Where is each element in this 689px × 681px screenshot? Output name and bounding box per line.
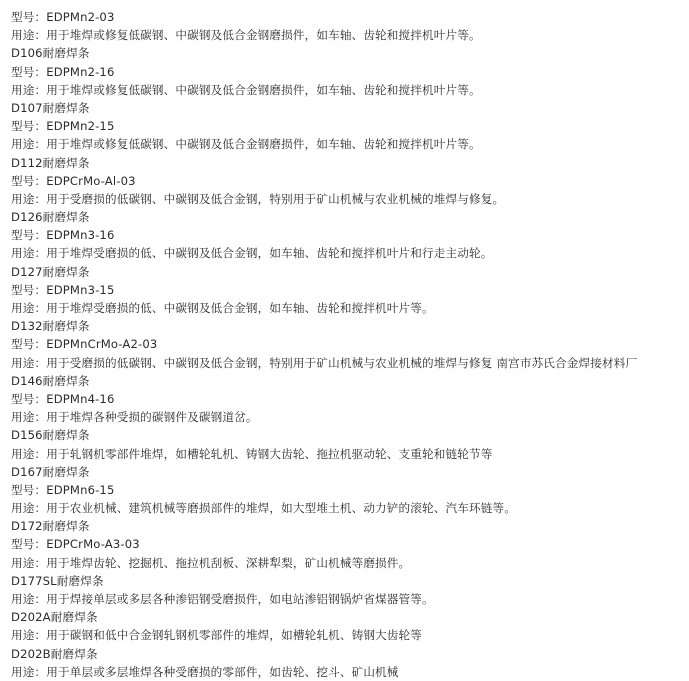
text-line: 用途：用于堆焊或修复低碳钢、中碳钢及低合金钢磨损件，如车轴、齿轮和搅拌机叶片等。 bbox=[11, 82, 481, 97]
text-line: D126耐磨焊条 bbox=[11, 210, 90, 225]
text-line: 用途：用于堆焊齿轮、挖掘机、拖拉机刮板、深耕犁梨，矿山机械等磨损件。 bbox=[11, 555, 411, 570]
text-line: 型号：EDPMn6-15 bbox=[11, 482, 115, 497]
text-line: D107耐磨焊条 bbox=[11, 100, 90, 115]
text-line: D146耐磨焊条 bbox=[11, 373, 90, 388]
text-line: 型号：EDPMn3-15 bbox=[11, 282, 115, 297]
text-line: 型号：EDPMn3-16 bbox=[11, 228, 115, 243]
text-line: 用途：用于单层或多层堆焊各种受磨损的零部件，如齿轮、挖斗、矿山机械 bbox=[11, 664, 399, 679]
text-line: 型号：EDPCrMo-Al-03 bbox=[11, 173, 136, 188]
text-line: 用途：用于堆焊各种受损的碳钢件及碳钢道岔。 bbox=[11, 410, 258, 425]
text-line: D106耐磨焊条 bbox=[11, 46, 90, 61]
text-line: D177SL耐磨焊条 bbox=[11, 573, 104, 588]
text-line: 用途：用于焊接单层或多层各种渗铝钢受磨损件，如电站渗铝钢锅炉省煤器管等。 bbox=[11, 592, 434, 606]
text-line: 用途：用于堆焊受磨损的低、中碳钢及低合金钢，如车轴、齿轮和搅拌机叶片等。 bbox=[11, 301, 434, 315]
text-line: D202A耐磨焊条 bbox=[11, 610, 98, 625]
text-line: 型号：EDPMn2-15 bbox=[11, 119, 115, 134]
document-body bbox=[11, 8, 687, 681]
text-line: D127耐磨焊条 bbox=[11, 264, 90, 279]
text-line: D167耐磨焊条 bbox=[11, 464, 90, 479]
text-line: D132耐磨焊条 bbox=[11, 319, 90, 334]
text-line: 型号：EDPMn2-16 bbox=[11, 64, 115, 79]
text-line: 用途：用于堆焊或修复低碳钢、中碳钢及低合金钢磨损件，如车轴、齿轮和搅拌机叶片等。 bbox=[11, 28, 481, 43]
text-line: D202B耐磨焊条 bbox=[11, 646, 98, 661]
text-line: 用途：用于轧钢机零部件堆焊，如槽轮轧机、铸钢大齿轮、拖拉机驱动轮、支重轮和链轮节等 bbox=[11, 446, 493, 461]
text-line: 型号：EDPMn2-03 bbox=[11, 10, 115, 24]
text-line: 用途：用于受磨损的低碳钢、中碳钢及低合金钢，特别用于矿山机械与农业机械的堆焊与修复。 bbox=[11, 191, 505, 206]
text-line: 型号：EDPMn4-16 bbox=[11, 391, 115, 406]
text-line: 用途：用于堆焊或修复低碳钢、中碳钢及低合金钢磨损件，如车轴、齿轮和搅拌机叶片等。 bbox=[11, 137, 481, 152]
text-line: 用途：用于受磨损的低碳钢、中碳钢及低合金钢，特别用于矿山机械与农业机械的堆焊与修复 南宫市苏氏合金焊接材料厂 bbox=[11, 355, 638, 370]
text-line: 用途：用于碳钢和低中合金钢轧钢机零部件的堆焊，如槽轮轧机、铸钢大齿轮等 bbox=[11, 628, 423, 643]
text-line: 型号：EDPMnCrMo-A2-03 bbox=[11, 337, 158, 352]
text-line: 型号：EDPCrMo-A3-03 bbox=[11, 537, 140, 552]
text-line: D156耐磨焊条 bbox=[11, 428, 90, 443]
text-line: 用途：用于农业机械、建筑机械等磨损部件的堆焊，如大型堆土机、动力铲的滚轮、汽车环链等。 bbox=[11, 501, 516, 516]
text-line: 用途：用于堆焊受磨损的低、中碳钢及低合金钢，如车轴、齿轮和搅拌机叶片和行走主动轮。 bbox=[11, 246, 493, 261]
text-line: D112耐磨焊条 bbox=[11, 155, 90, 170]
text-line: D172耐磨焊条 bbox=[11, 519, 90, 534]
